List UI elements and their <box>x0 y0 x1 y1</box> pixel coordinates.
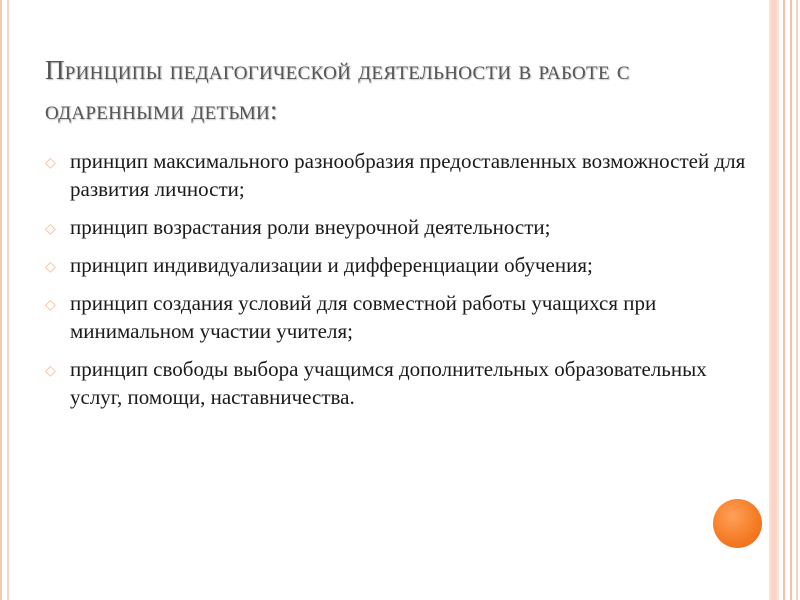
list-item <box>45 289 755 345</box>
bullet-text: принцип возрастания роли внеурочной деятельности; <box>70 215 551 239</box>
right-border-band <box>769 0 779 600</box>
bullet-text: принцип максимального разнообразия предоставленных возможностей для развития личности; <box>70 149 746 201</box>
hollow-diamond-icon: ◇ <box>45 297 56 313</box>
bullet-text: принцип свободы выбора учащимся дополнительных образовательных услуг, помощи, наставничества. <box>70 357 707 409</box>
hollow-diamond-icon: ◇ <box>45 221 56 237</box>
bullet-text: принцип индивидуализации и дифференциации обучения; <box>70 253 593 277</box>
hollow-diamond-icon: ◇ <box>45 259 56 275</box>
right-border-line <box>790 0 792 600</box>
bullet-list <box>45 147 755 421</box>
orange-circle-decoration <box>713 499 762 548</box>
list-item <box>45 251 755 279</box>
hollow-diamond-icon: ◇ <box>45 363 56 379</box>
bullet-text: принцип создания условий для совместной работы учащихся при минимальном участии учителя; <box>70 291 657 343</box>
slide-title: Принципы педагогической деятельности в работе с одаренными детьми: <box>45 55 630 125</box>
list-item <box>45 213 755 241</box>
right-border-line <box>796 0 798 600</box>
right-border-line <box>783 0 785 600</box>
hollow-diamond-icon: ◇ <box>45 155 56 171</box>
left-border-line <box>7 0 9 600</box>
left-border-line <box>0 0 2 600</box>
list-item <box>45 355 755 411</box>
list-item <box>45 147 755 203</box>
